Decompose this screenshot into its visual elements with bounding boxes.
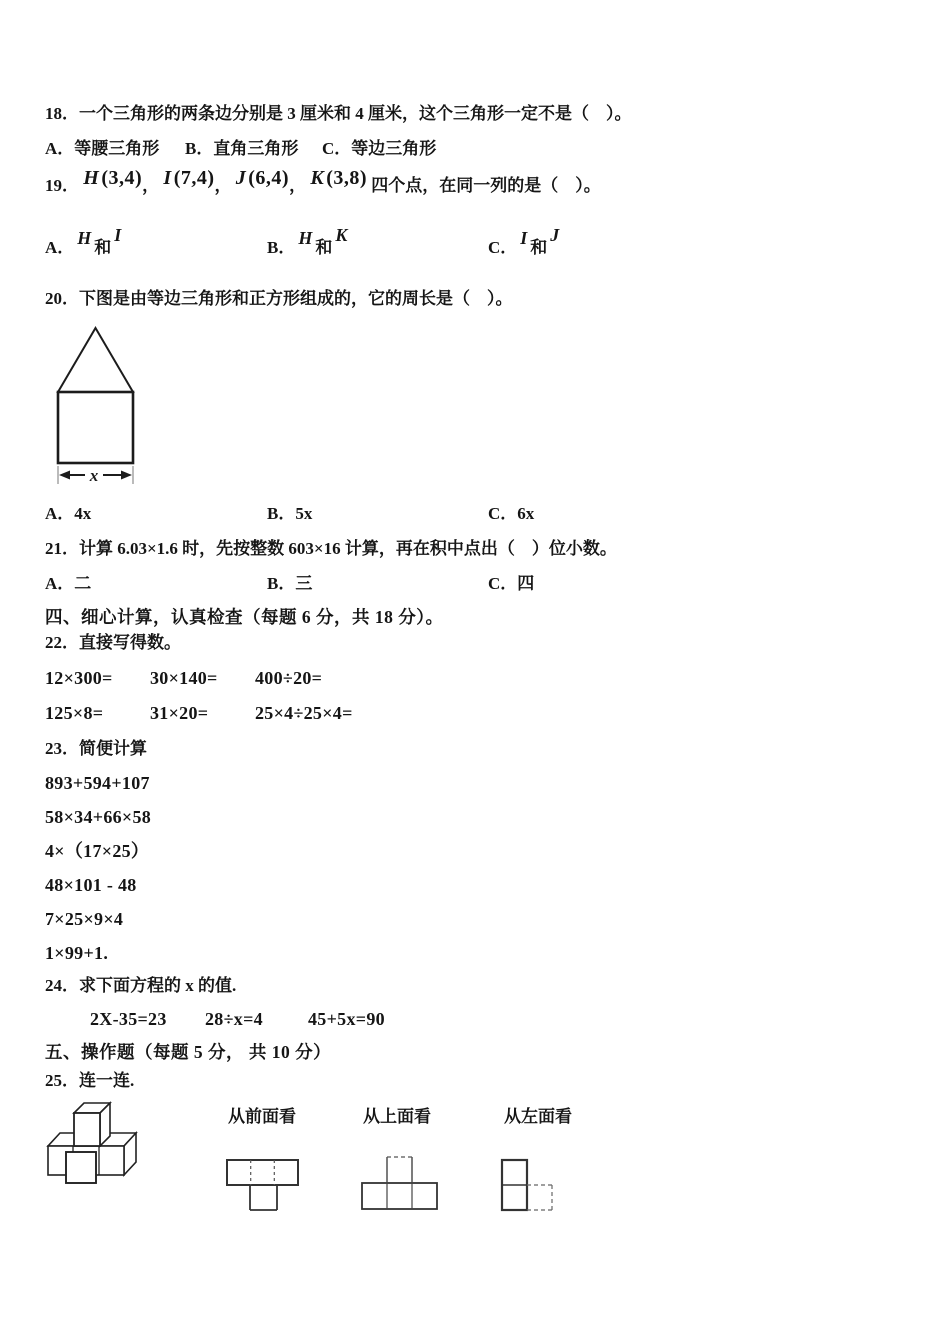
question-23-stem: 23．简便计算 — [45, 739, 147, 758]
point-j-coords: (6,4) — [248, 167, 290, 189]
calc-item: 48×101 - 48 — [45, 875, 137, 895]
left-view-figure — [500, 1158, 558, 1214]
view-label-front: 从前面看 — [228, 1107, 296, 1126]
q19-option-a: A． H 和I — [45, 225, 122, 257]
question-20-stem: 20．下图是由等边三角形和正方形组成的，它的周长是（ ）。 — [45, 289, 513, 308]
q20-option-c: C．6x — [488, 504, 535, 523]
calc-item: 7×25×9×4 — [45, 909, 124, 929]
question-18-stem: 18．一个三角形的两条边分别是 3 厘米和 4 厘米，这个三角形一定不是（ ）。 — [45, 104, 632, 123]
question-24-stem: 24．求下面方程的 x 的值. — [45, 976, 237, 995]
equation: 28÷x=4 — [205, 1009, 263, 1029]
calc-item: 893+594+107 — [45, 773, 150, 793]
calc-item: 31×20= — [150, 703, 209, 723]
q19-option-b: B． H 和K — [267, 225, 348, 257]
q21-option-b: B．三 — [267, 574, 313, 593]
separator: ， — [142, 176, 160, 195]
width-label: x — [89, 466, 99, 485]
separator: ， — [214, 176, 232, 195]
q18-option-b: B．直角三角形 — [185, 139, 299, 158]
question-21-stem: 21．计算 6.03×1.6 时，先按整数 603×16 计算，再在积中点出（ ）位小数。 — [45, 539, 617, 558]
section-4-heading: 四、细心计算，认真检查（每题 6 分，共 18 分）。 — [45, 607, 444, 627]
section-5-heading: 五、操作题（每题 5 分， 共 10 分） — [45, 1042, 332, 1062]
separator: ， — [289, 176, 307, 195]
house-figure — [40, 318, 150, 488]
question-25-stem: 25．连一连. — [45, 1071, 135, 1090]
cube-stack-figure — [44, 1100, 148, 1192]
point-h: H (3,4) — [83, 167, 143, 189]
front-view-figure — [226, 1158, 302, 1214]
top-view-figure — [361, 1154, 441, 1212]
arrow-left-head — [59, 471, 70, 480]
point-i: I (7,4) — [163, 167, 215, 189]
q21-option-c: C．四 — [488, 574, 535, 593]
q21-option-a: A．二 — [45, 574, 92, 593]
q18-option-a: A．等腰三角形 — [45, 139, 160, 158]
equation: 2X-35=23 — [90, 1009, 167, 1029]
calc-item: 400÷20= — [255, 668, 323, 688]
question-19-stem — [45, 166, 601, 195]
view-label-left: 从左面看 — [504, 1107, 572, 1126]
question-19-tail: 四个点，在同一列的是（ ）。 — [371, 176, 601, 195]
q19-option-c: C． I 和J — [488, 225, 560, 257]
calc-item: 4×（17×25） — [45, 841, 150, 861]
point-k: K (3,8) — [310, 167, 368, 189]
question-19-number: 19． — [45, 176, 79, 195]
calc-item: 25×4÷25×4= — [255, 703, 353, 723]
calc-item: 125×8= — [45, 703, 104, 723]
calc-item: 1×99+1. — [45, 943, 109, 963]
calc-item: 58×34+66×58 — [45, 807, 152, 827]
view-label-top: 从上面看 — [363, 1107, 431, 1126]
equation: 45+5x=90 — [308, 1009, 385, 1029]
point-h-coords: (3,4) — [101, 167, 143, 189]
calc-item: 12×300= — [45, 668, 113, 688]
question-22-stem: 22．直接写得数。 — [45, 633, 181, 652]
point-i-coords: (7,4) — [173, 167, 215, 189]
point-k-coords: (3,8) — [326, 167, 368, 189]
q18-option-c: C．等边三角形 — [322, 139, 437, 158]
arrow-right-head — [121, 471, 132, 480]
calc-item: 30×140= — [150, 668, 218, 688]
q20-option-a: A．4x — [45, 504, 92, 523]
point-j: J (6,4) — [235, 167, 290, 189]
q20-option-b: B．5x — [267, 504, 313, 523]
